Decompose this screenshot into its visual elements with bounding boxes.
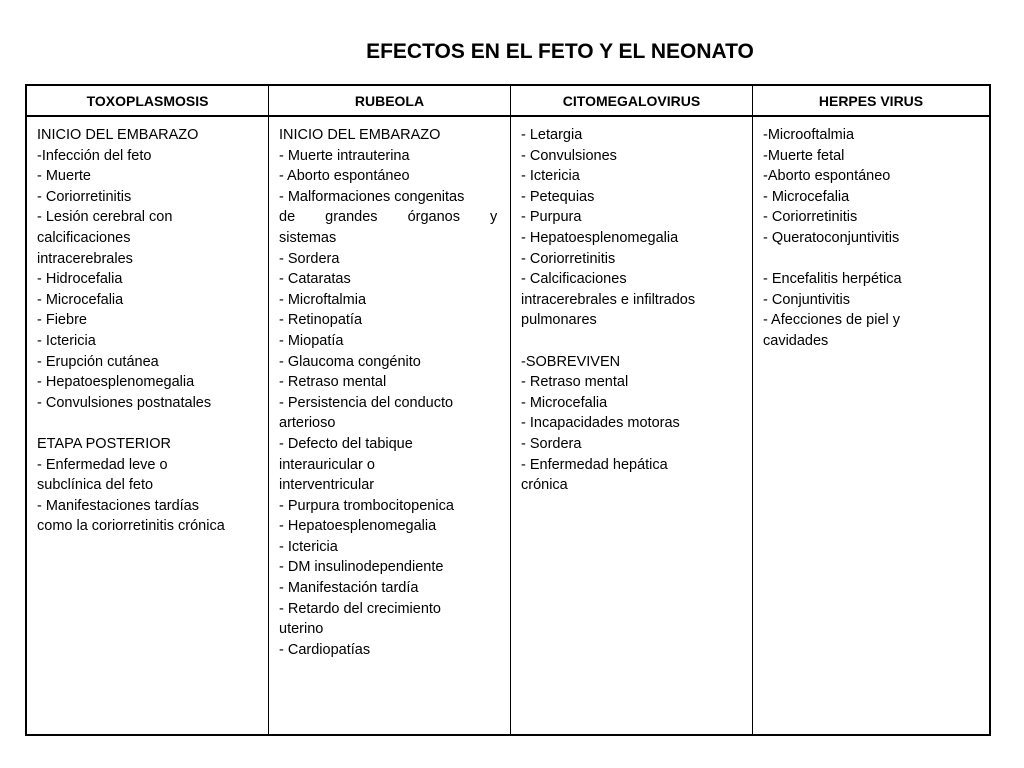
list-item: - Cataratas <box>279 271 351 288</box>
list-item: -Infección del feto <box>37 147 152 164</box>
list-item: - Aborto espontáneo <box>279 168 410 185</box>
list-item: - Persistencia del conducto <box>279 394 454 411</box>
list-item: - Calcificaciones <box>521 271 627 288</box>
list-item: intracerebrales e infiltrados <box>521 291 696 308</box>
list-item: ETAPA POSTERIOR <box>37 435 172 452</box>
list-item: - Purpura trombocitopenica <box>279 497 454 514</box>
list-item: - Manifestación tardía <box>279 580 419 597</box>
list-item: - Microcefalia <box>521 394 608 411</box>
list-item: - Enfermedad hepática <box>521 456 668 473</box>
list-item: calcificaciones <box>37 229 131 246</box>
list-item: - Coriorretinitis <box>763 209 858 226</box>
list-item: interventricular <box>279 477 375 494</box>
list-item: -SOBREVIVEN <box>521 353 621 370</box>
list-item: - Hepatoesplenomegalia <box>37 374 195 391</box>
cell-herpes-virus <box>753 117 989 734</box>
list-item: - Convulsiones <box>521 147 617 164</box>
list-item: -Muerte fetal <box>763 147 845 164</box>
list-item: crónica <box>521 477 568 494</box>
list-item: - Encefalitis herpética <box>763 271 902 288</box>
list-item: - Letargia <box>521 127 583 143</box>
list-item: INICIO DEL EMBARAZO <box>37 127 199 143</box>
header-toxoplasmosis: TOXOPLASMOSIS <box>27 86 269 117</box>
list-item: - Queratoconjuntivitis <box>763 229 900 246</box>
list-item: - Fiebre <box>37 312 87 329</box>
header-herpes-virus: HERPES VIRUS <box>753 86 989 117</box>
list-item: - Sordera <box>279 250 340 267</box>
list-item: - Hidrocefalia <box>37 271 123 288</box>
list-item: uterino <box>279 621 324 638</box>
list-item: subclínica del feto <box>37 477 154 494</box>
list-item: - Coriorretinitis <box>521 250 616 267</box>
cell-toxoplasmosis <box>27 117 269 734</box>
list-item: -Microoftalmia <box>763 127 855 143</box>
list-item: - Microftalmia <box>279 291 367 308</box>
list-item: de grandes órganos y <box>279 209 498 226</box>
list-item: - Ictericia <box>37 332 96 349</box>
list-item: - Coriorretinitis <box>37 188 132 205</box>
list-item: - Afecciones de piel y <box>763 312 901 329</box>
list-item: - Ictericia <box>521 168 580 185</box>
list-item: - Lesión cerebral con <box>37 209 173 226</box>
list-item: - Defecto del tabique <box>279 435 413 452</box>
list-item: - Sordera <box>521 435 582 452</box>
list-item: - Retinopatía <box>279 312 363 329</box>
header-citomegalovirus: CITOMEGALOVIRUS <box>511 86 753 117</box>
list-item: - Retraso mental <box>521 374 629 391</box>
list-item: -Aborto espontáneo <box>763 168 891 185</box>
list-item <box>763 249 981 270</box>
list-item: - Manifestaciones tardías <box>37 497 199 514</box>
list-item: pulmonares <box>521 312 597 329</box>
list-item: sistemas <box>279 229 337 246</box>
list-item: - Microcefalia <box>763 188 850 205</box>
list-item: interauricular o <box>279 456 375 473</box>
list-item: - Retraso mental <box>279 374 387 391</box>
header-rubeola: RUBEOLA <box>269 86 511 117</box>
list-item: - Enfermedad leve o <box>37 456 168 473</box>
list-item: cavidades <box>763 332 829 349</box>
list-item: - Glaucoma congénito <box>279 353 421 370</box>
list-item: - Hepatoesplenomegalia <box>521 229 679 246</box>
list-item: intracerebrales <box>37 250 133 267</box>
list-item: arterioso <box>279 415 336 432</box>
list-item: - Convulsiones postnatales <box>37 394 212 411</box>
list-item: - Microcefalia <box>37 291 124 308</box>
list-item: - Conjuntivitis <box>763 291 851 308</box>
list-item: - Retardo del crecimiento <box>279 600 441 617</box>
list-item: - Purpura <box>521 209 582 226</box>
list-item: - Miopatía <box>279 332 344 349</box>
effects-table <box>25 84 991 736</box>
list-item: INICIO DEL EMBARAZO <box>279 127 441 143</box>
list-item: - Incapacidades motoras <box>521 415 680 432</box>
list-item: - Malformaciones congenitas <box>279 188 465 205</box>
list-item <box>521 331 744 352</box>
list-item: - Muerte intrauterina <box>279 147 410 164</box>
list-item: - Hepatoesplenomegalia <box>279 518 437 535</box>
slide-title: EFECTOS EN EL FETO Y EL NEONATO <box>366 40 754 63</box>
list-item: - Erupción cutánea <box>37 353 159 370</box>
cell-rubeola <box>269 117 511 734</box>
list-item: - Cardiopatías <box>279 641 371 658</box>
list-item: - DM insulinodependiente <box>279 559 444 576</box>
list-item <box>37 413 260 434</box>
list-item: como la coriorretinitis crónica <box>37 518 225 535</box>
list-item: - Ictericia <box>279 538 338 555</box>
list-item: - Muerte <box>37 168 91 185</box>
list-item: - Petequias <box>521 188 595 205</box>
cell-citomegalovirus <box>511 117 753 734</box>
